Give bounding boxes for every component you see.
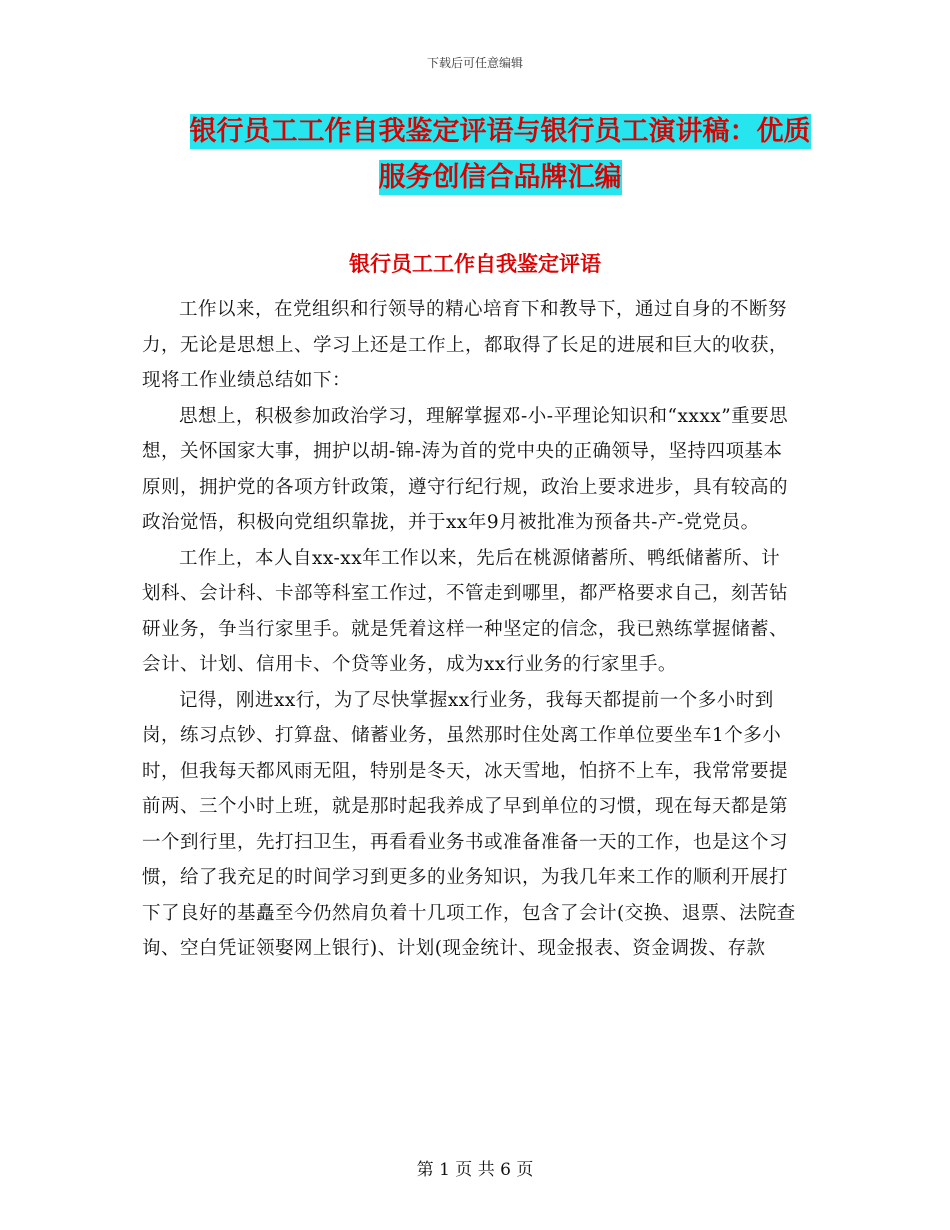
body-paragraph: 记得，刚进xx行，为了尽快掌握xx行业务，我每天都提前一个多小时到岗，练习点钞、打算盘、储蓄业务，虽然那时住处离工作单位要坐车1个多小时，但我每天都风雨无阻，特别是冬天，冰天雪地，怕挤不上车，我常常要提前两、三个小时上班，就是那时起我养成了早到单位的习惯，现在每天都是第一个到行里，先打扫卫生，再看看业务书或准备准备一天的工作，也是这个习惯，给了我充足的时间学习到更多的业务知识，为我几年来工作的顺利开展打下了良好的基矗至今仍然肩负着十几项工作，包含了会计(交换、退票、法院查询、空白凭证领娶网上银行)、计划(现金统计、现金报表、资金调拨、存款 — [142, 689, 796, 959]
header-note: 下载后可任意编辑 — [426, 56, 523, 70]
document-title-text: 银行员工工作自我鉴定评语与银行员工演讲稿：优质服务创信合品牌汇编 — [189, 116, 811, 193]
document-title — [180, 109, 820, 201]
section-title: 银行员工工作自我鉴定评语 — [349, 252, 601, 276]
body-paragraph: 思想上，积极参加政治学习，理解掌握邓-小-平理论知识和“xxxx”重要思想，关怀国家大事，拥护以胡-锦-涛为首的党中央的正确领导，坚持四项基本原则，拥护党的各项方针政策，遵守行纪行规，政治上要求进步，具有较高的政治觉悟，积极向党组织靠拢，并于xx年9月被批准为预备共-产-党党员。 — [142, 405, 789, 533]
body-paragraph: 工作上，本人自xx-xx年工作以来，先后在桃源储蓄所、鸭纸储蓄所、计划科、会计科、卡部等科室工作过，不管走到哪里，都严格要求自己，刻苦钻研业务，争当行家里手。就是凭着这样一种坚定的信念，我已熟练掌握储蓄、会计、计划、信用卡、个贷等业务，成为xx行业务的行家里手。 — [142, 547, 789, 675]
body-paragraph: 工作以来，在党组织和行领导的精心培育下和教导下，通过自身的不断努力，无论是思想上、学习上还是工作上，都取得了长足的进展和巨大的收获，现将工作业绩总结如下： — [142, 299, 789, 391]
document-body — [142, 292, 797, 967]
page-number-footer: 第 1 页 共 6 页 — [416, 1160, 534, 1180]
